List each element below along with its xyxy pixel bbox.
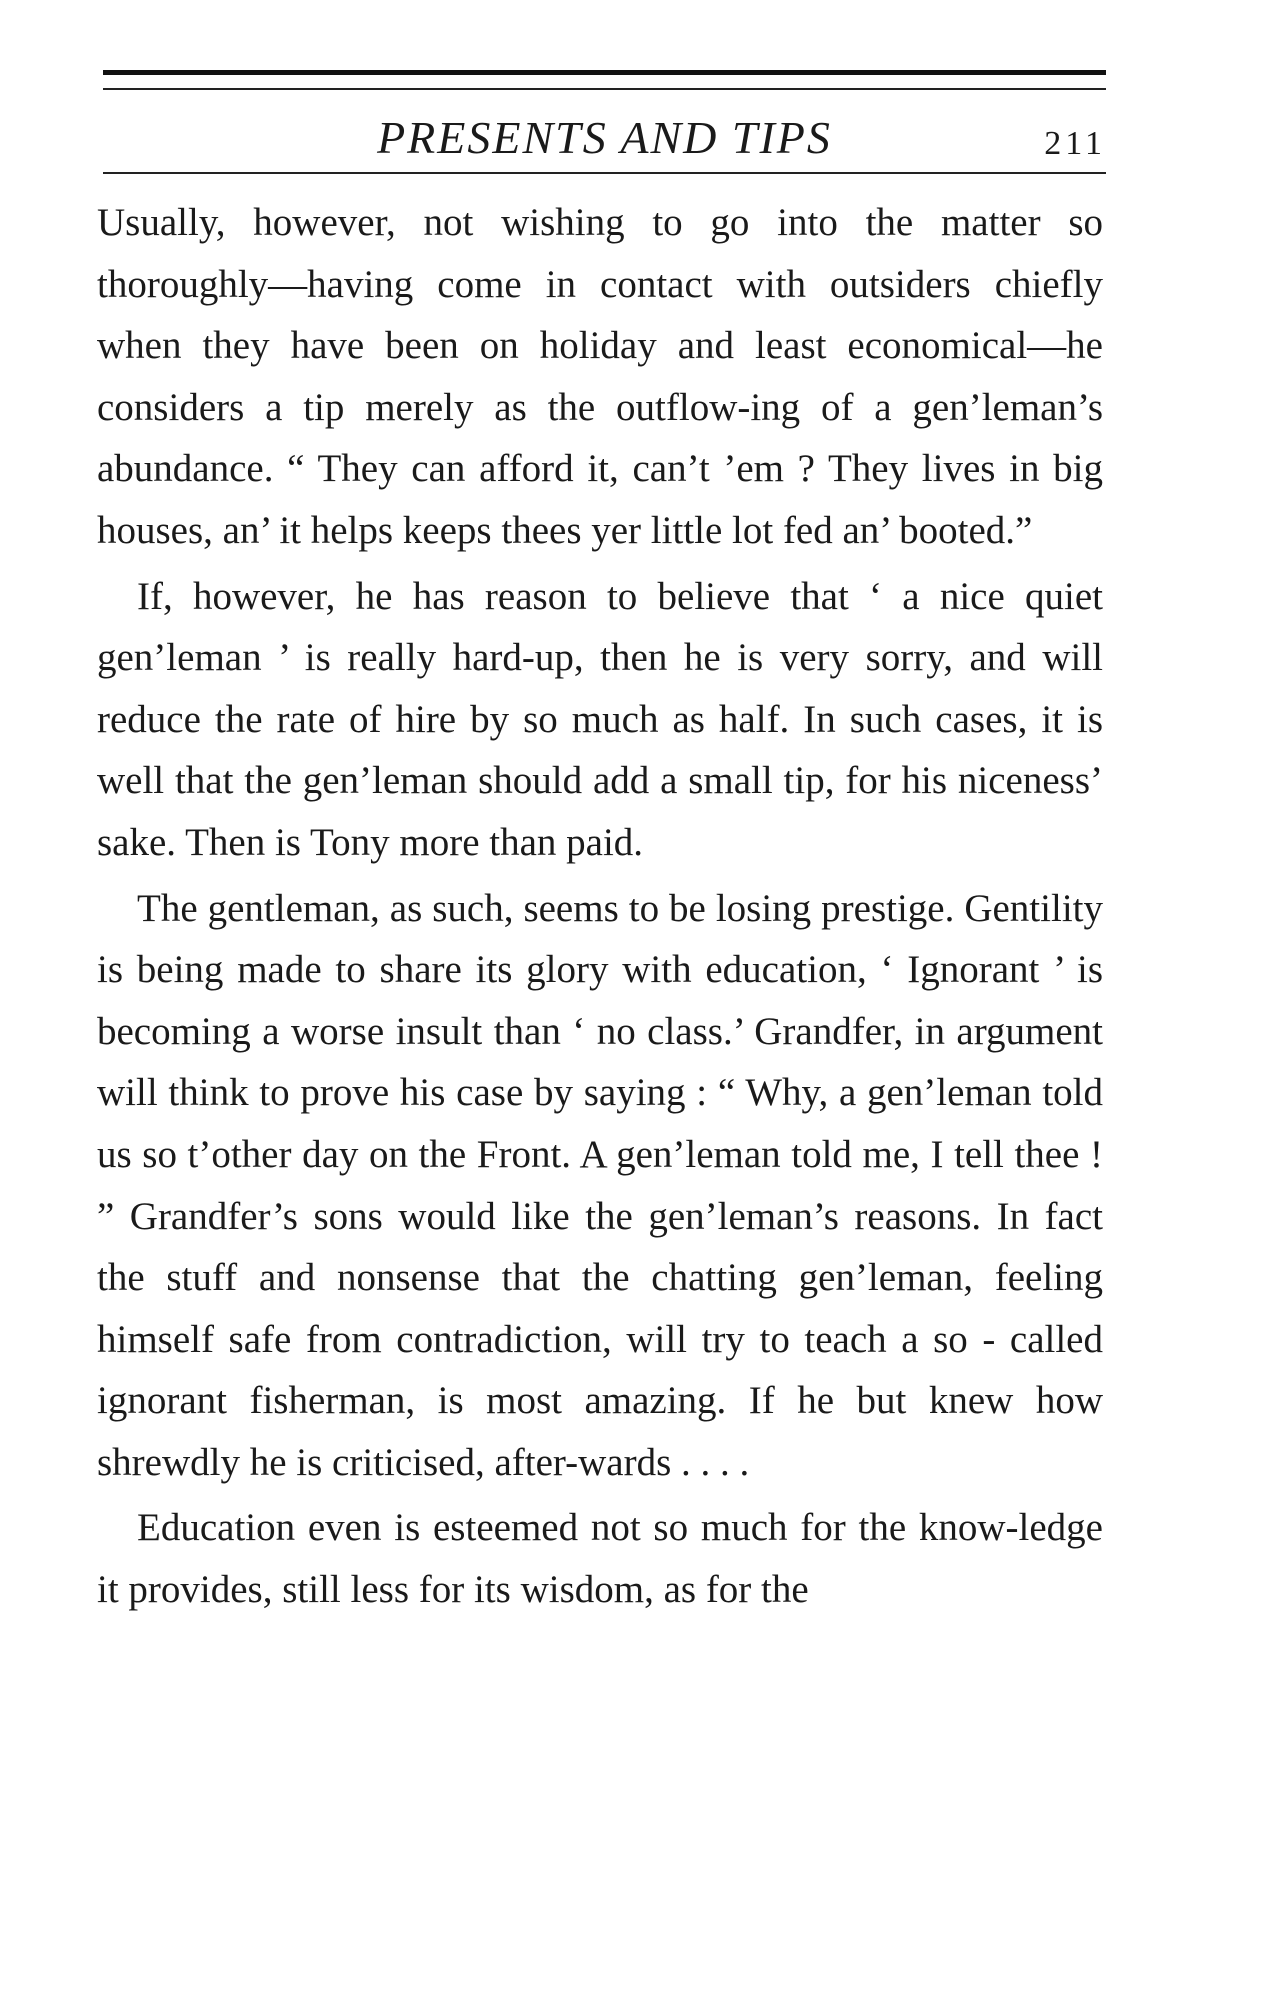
paragraph-1: Usually, however, not wishing to go into the matter so thoroughly—having come in contact with outsiders chiefly when they have been on holiday and least economical—he considers a tip merely as the outflow-ing of a gen’leman’s abundance. “ They can afford it, can’t ’em ? They lives in big houses, an’ it helps keeps thees yer little lot fed an’ booted.” xyxy=(97,201,1103,552)
running-head xyxy=(103,108,1106,168)
header-rule-thin-top xyxy=(103,88,1106,90)
header-rule-thick xyxy=(103,70,1106,75)
header-rule-thin-bottom xyxy=(103,172,1106,174)
paragraph-2: If, however, he has reason to believe that ‘ a nice quiet gen’leman ’ is really hard-up, then he is very sorry, and will reduce the rate of hire by so much as half. In such cases, it is well that the gen’leman should add a small tip, for his niceness’ sake. Then is Tony more than paid. xyxy=(97,574,1103,864)
paragraph-3: The gentleman, as such, seems to be losing prestige. Gentility is being made to share its glory with education, ‘ Ignorant ’ is becoming a worse insult than ‘ no class.’ Grandfer, in argument will think to prove his case by saying : “ Why, a gen’leman told us so t’other day on the Front. A gen’leman told me, I tell thee ! ” Grandfer’s sons would like the gen’leman’s reasons. In fact the stuff and nonsense that the chatting gen’leman, feeling himself safe from contradiction, will try to teach a so - called ignorant fisherman, is most amazing. If he but knew how shrewdly he is criticised, after-wards . . . . xyxy=(97,886,1103,1484)
paragraph-4: Education even is esteemed not so much for the know-ledge it provides, still less for its wisdom, as for the xyxy=(97,1506,1103,1612)
body-text xyxy=(97,192,1103,1621)
running-title: PRESENTS AND TIPS xyxy=(377,112,832,163)
page-number: 211 xyxy=(1044,125,1106,162)
